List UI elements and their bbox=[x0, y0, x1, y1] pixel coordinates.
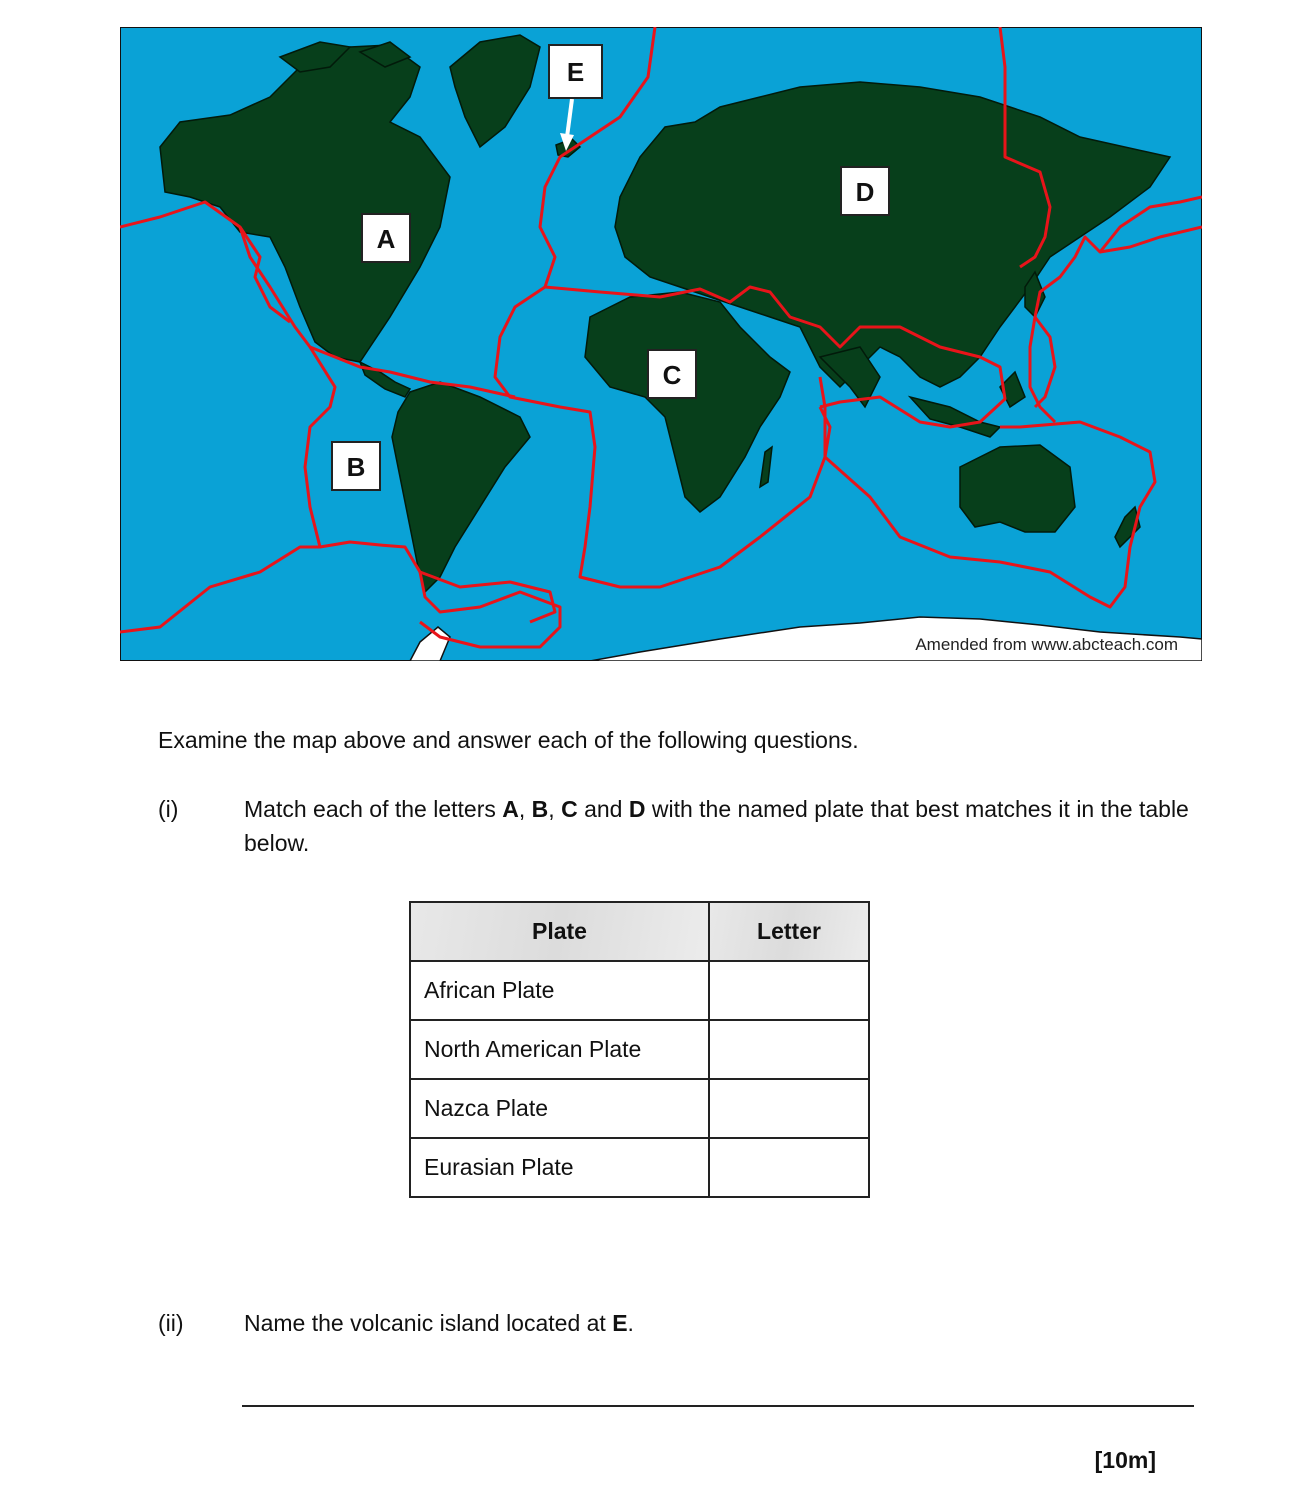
plate-name-cell: Eurasian Plate bbox=[410, 1138, 709, 1197]
plate-name-cell: Nazca Plate bbox=[410, 1079, 709, 1138]
question-2-number: (ii) bbox=[158, 1310, 184, 1336]
plate-name-cell: African Plate bbox=[410, 961, 709, 1020]
world-map-svg bbox=[120, 27, 1202, 661]
answer-line[interactable] bbox=[242, 1405, 1194, 1407]
table-row bbox=[410, 1138, 869, 1197]
intro-text: Examine the map above and answer each of the following questions. bbox=[158, 727, 859, 753]
label-a: A bbox=[361, 213, 411, 263]
table-row bbox=[410, 1079, 869, 1138]
letter-answer-cell[interactable] bbox=[709, 1020, 869, 1079]
tectonic-plate-map bbox=[120, 27, 1202, 661]
label-c: C bbox=[647, 349, 697, 399]
table-row bbox=[410, 1020, 869, 1079]
letter-answer-cell[interactable] bbox=[709, 1079, 869, 1138]
letter-answer-cell[interactable] bbox=[709, 961, 869, 1020]
table-header-row bbox=[410, 902, 869, 961]
marks-total: [10m] bbox=[1094, 1447, 1156, 1473]
header-letter: Letter bbox=[709, 902, 869, 961]
table-row bbox=[410, 961, 869, 1020]
question-2-text: Name the volcanic island located at E. bbox=[244, 1310, 634, 1336]
australia bbox=[960, 445, 1075, 532]
question-1-number: (i) bbox=[158, 796, 179, 822]
plate-name-cell: North American Plate bbox=[410, 1020, 709, 1079]
plate-table bbox=[409, 901, 870, 1198]
label-b: B bbox=[331, 441, 381, 491]
map-credit: Amended from www.abcteach.com bbox=[915, 635, 1178, 654]
label-e: E bbox=[548, 44, 603, 99]
header-plate: Plate bbox=[410, 902, 709, 961]
question-1-text: Match each of the letters A, B, C and D with the named plate that best matches it in the table below. bbox=[244, 796, 1189, 856]
letter-answer-cell[interactable] bbox=[709, 1138, 869, 1197]
label-d: D bbox=[840, 166, 890, 216]
